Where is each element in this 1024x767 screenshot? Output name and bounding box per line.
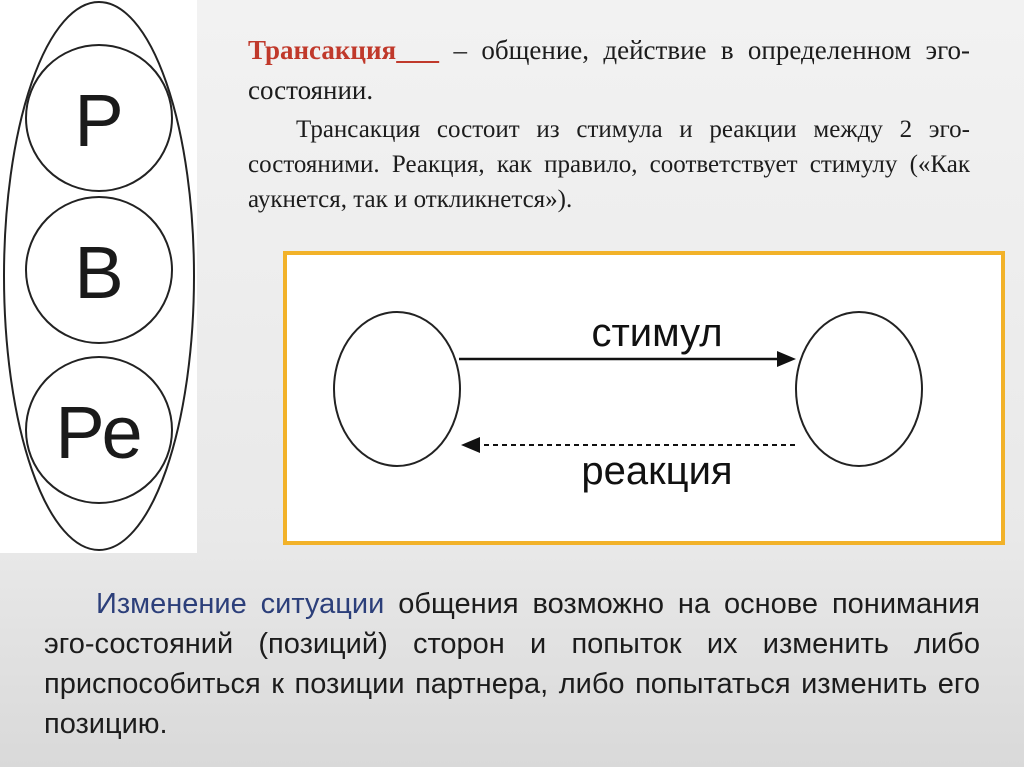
term-transaction: Трансакция (248, 35, 397, 65)
bottom-paragraph-block (44, 584, 980, 744)
definition-paragraph (248, 30, 970, 110)
definition-text: – общение, действие в определенном эго-состоянии. (248, 35, 970, 105)
ego-states-diagram (0, 0, 197, 553)
transaction-svg (287, 255, 1001, 541)
ego-states-svg (0, 0, 197, 553)
reaction-arrowhead (461, 437, 480, 453)
situation-change-highlight: Изменение ситуации (96, 588, 385, 620)
right-ego-circle (796, 312, 922, 466)
reaction-label: реакция (581, 449, 733, 493)
bottom-paragraph-text: общения возможно на основе понимания эго-состояний (позиций) сторон и попыток их изменить либо приспособиться к позиции партнера, либо попытаться изменить его позицию. (44, 588, 980, 740)
term-underline-gap (396, 35, 439, 65)
transaction-diagram (283, 251, 1005, 545)
bottom-paragraph (44, 584, 980, 744)
parent-letter: Р (74, 79, 124, 162)
stimulus-arrowhead (777, 351, 796, 367)
adult-letter: В (74, 231, 124, 314)
definition-block (248, 30, 970, 217)
left-ego-circle (334, 312, 460, 466)
description-paragraph: Трансакция состоит из стимула и реакции между 2 эго-состояними. Реакция, как правило, соответствует стимулу («Как аукнется, так и откликнется»). (248, 116, 970, 213)
child-letter: Ре (55, 391, 143, 474)
stimulus-label: стимул (591, 311, 723, 355)
